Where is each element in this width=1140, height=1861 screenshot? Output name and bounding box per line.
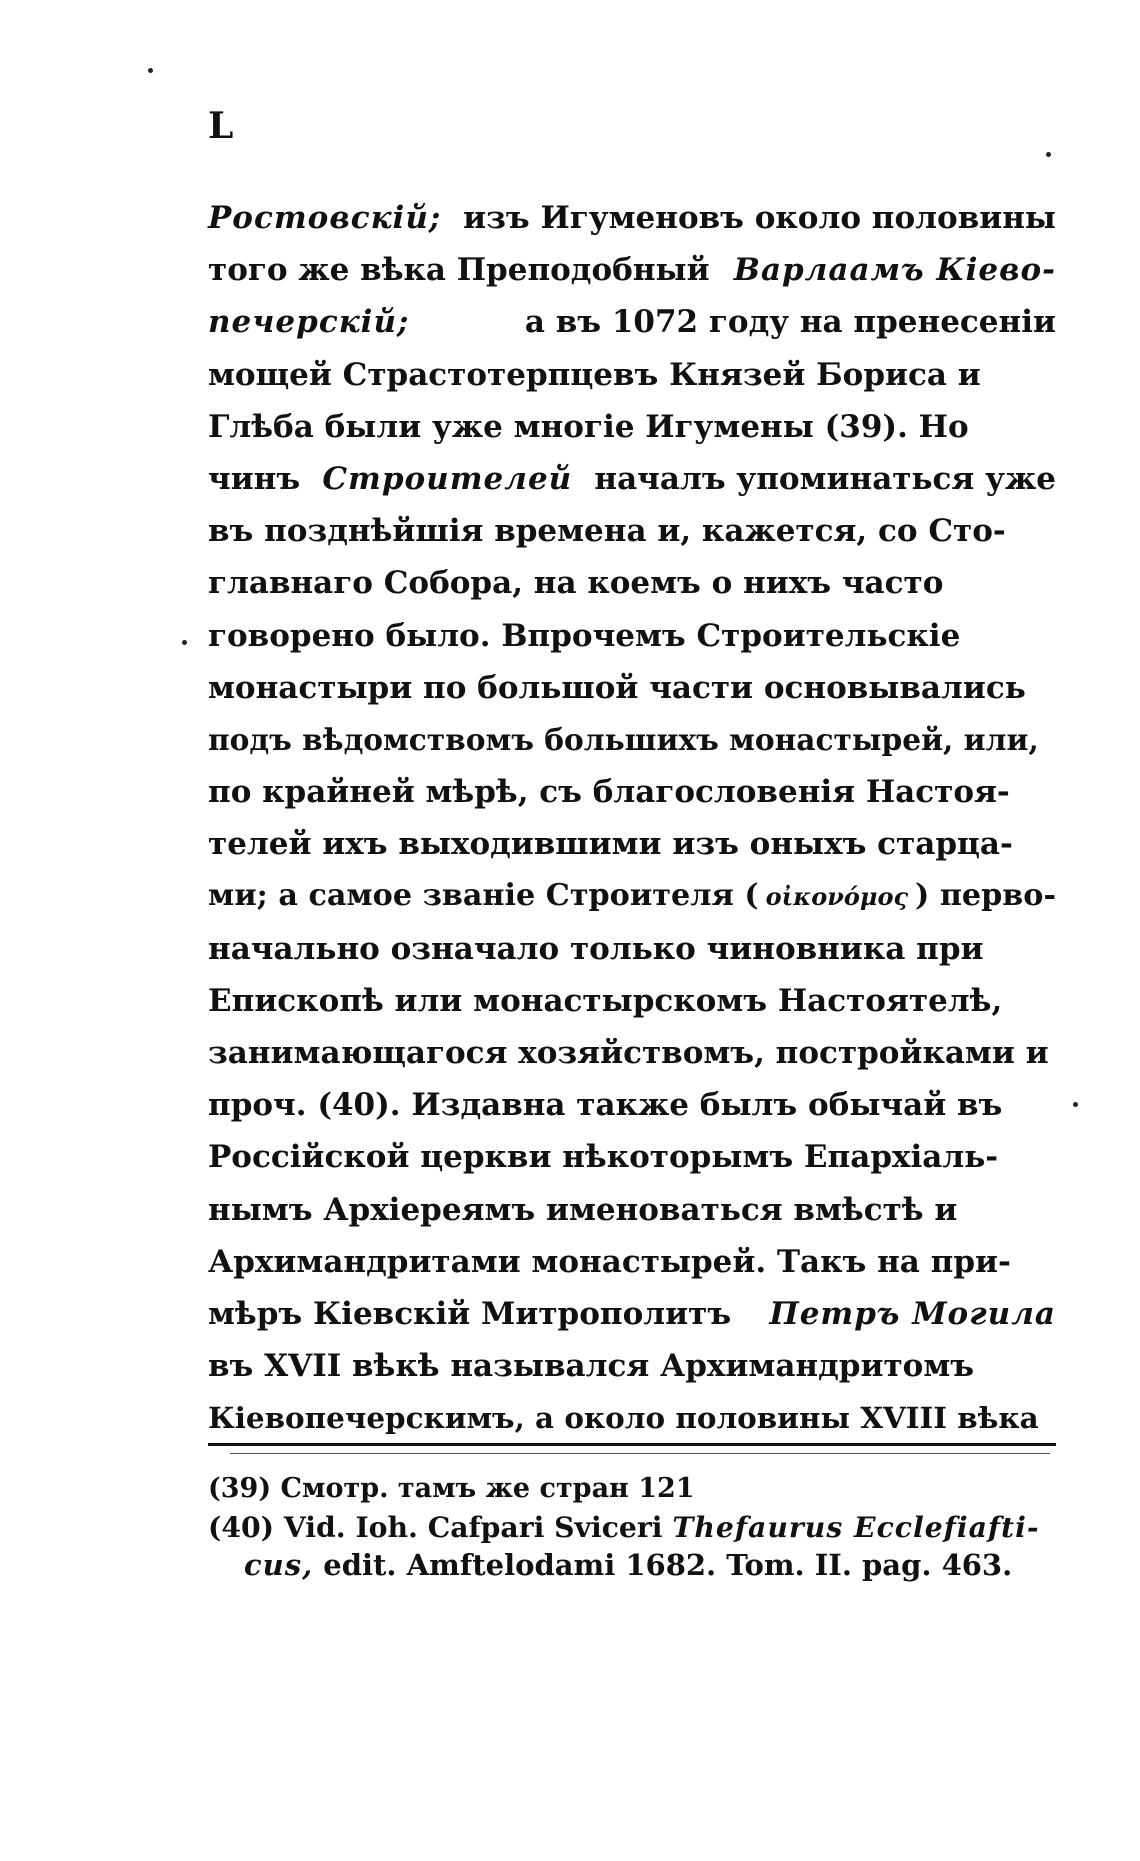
text-line: Ростовскій; изъ Игуменовъ около половины	[208, 200, 1056, 236]
text-line: главнаго Собора, на коемъ о нихъ часто	[208, 565, 944, 602]
text-line: въ позднѣйшія времена и, кажется, со Сто-	[208, 513, 1006, 550]
page-number: L	[208, 105, 234, 147]
text-line: подъ вѣдомствомъ большихъ монастырей, или,	[208, 721, 1039, 757]
text-line: мѣръ Кіевскій Митрополитъ Петръ Могила	[208, 1295, 1056, 1332]
text-line: печерскій; а въ 1072 году на пренесеніи	[208, 304, 1056, 341]
footnote-40: (40) Vid. Ioh. Cafpari Sviceri Thefaurus Ecclefiafti-	[208, 1510, 1040, 1544]
text-line: телей ихъ выходившими изъ оныхъ старца-	[208, 826, 1013, 863]
footnotes	[208, 1470, 1056, 1584]
text-line: говорено было. Впрочемъ Строительскіе	[208, 617, 961, 654]
footnote-divider-shadow	[230, 1453, 1050, 1454]
scan-speck	[148, 68, 153, 73]
footnote-39: (39) Смотр. тамъ же стран 121	[208, 1473, 695, 1504]
body-text	[208, 192, 1056, 1445]
text-line: Архимандритами монастырей. Такъ на при-	[208, 1243, 1011, 1280]
text-line: начально означало только чиновника при	[208, 930, 984, 967]
text-line: мощей Страстотерпцевъ Князей Бориса и	[208, 356, 981, 393]
text-line: Кіевопечерскимъ, а около половины XVIII вѣка	[208, 1400, 1039, 1436]
scan-speck	[1046, 152, 1051, 157]
scan-speck	[182, 640, 187, 645]
text-line: по крайней мѣрѣ, съ благословенія Настоя-	[208, 774, 1010, 811]
text-line: въ XVII вѣкѣ назывался Архимандритомъ	[208, 1348, 975, 1385]
text-line: ми; а самое званіе Строителя ( οἰκονόμος ) перво-	[208, 878, 1056, 914]
footnote-divider	[208, 1443, 1056, 1446]
footnote-40-continued: cus, edit. Amftelodami 1682. Tom. II. pag. 463.	[244, 1548, 1013, 1582]
text-line: Епископѣ или монастырскомъ Настоятелѣ,	[208, 982, 1003, 1019]
text-line: того же вѣка Преподобный Варлаамъ Кіево-	[208, 252, 1056, 289]
scan-speck	[1073, 1102, 1078, 1107]
text-line: проч. (40). Издавна также былъ обычай въ	[208, 1087, 1003, 1124]
text-line: занимающагося хозяйствомъ, постройками и	[208, 1035, 1049, 1071]
text-line: монастыри по большой части основывались	[208, 669, 1026, 706]
text-line: чинъ Строителей началъ упоминаться уже	[208, 460, 1056, 497]
text-line: нымъ Архіереямъ именоваться вмѣстѣ и	[208, 1191, 958, 1228]
text-line: Россійской церкви нѣкоторымъ Епархіаль-	[208, 1139, 999, 1176]
text-line: Глѣба были уже многіе Игумены (39). Но	[208, 408, 969, 445]
